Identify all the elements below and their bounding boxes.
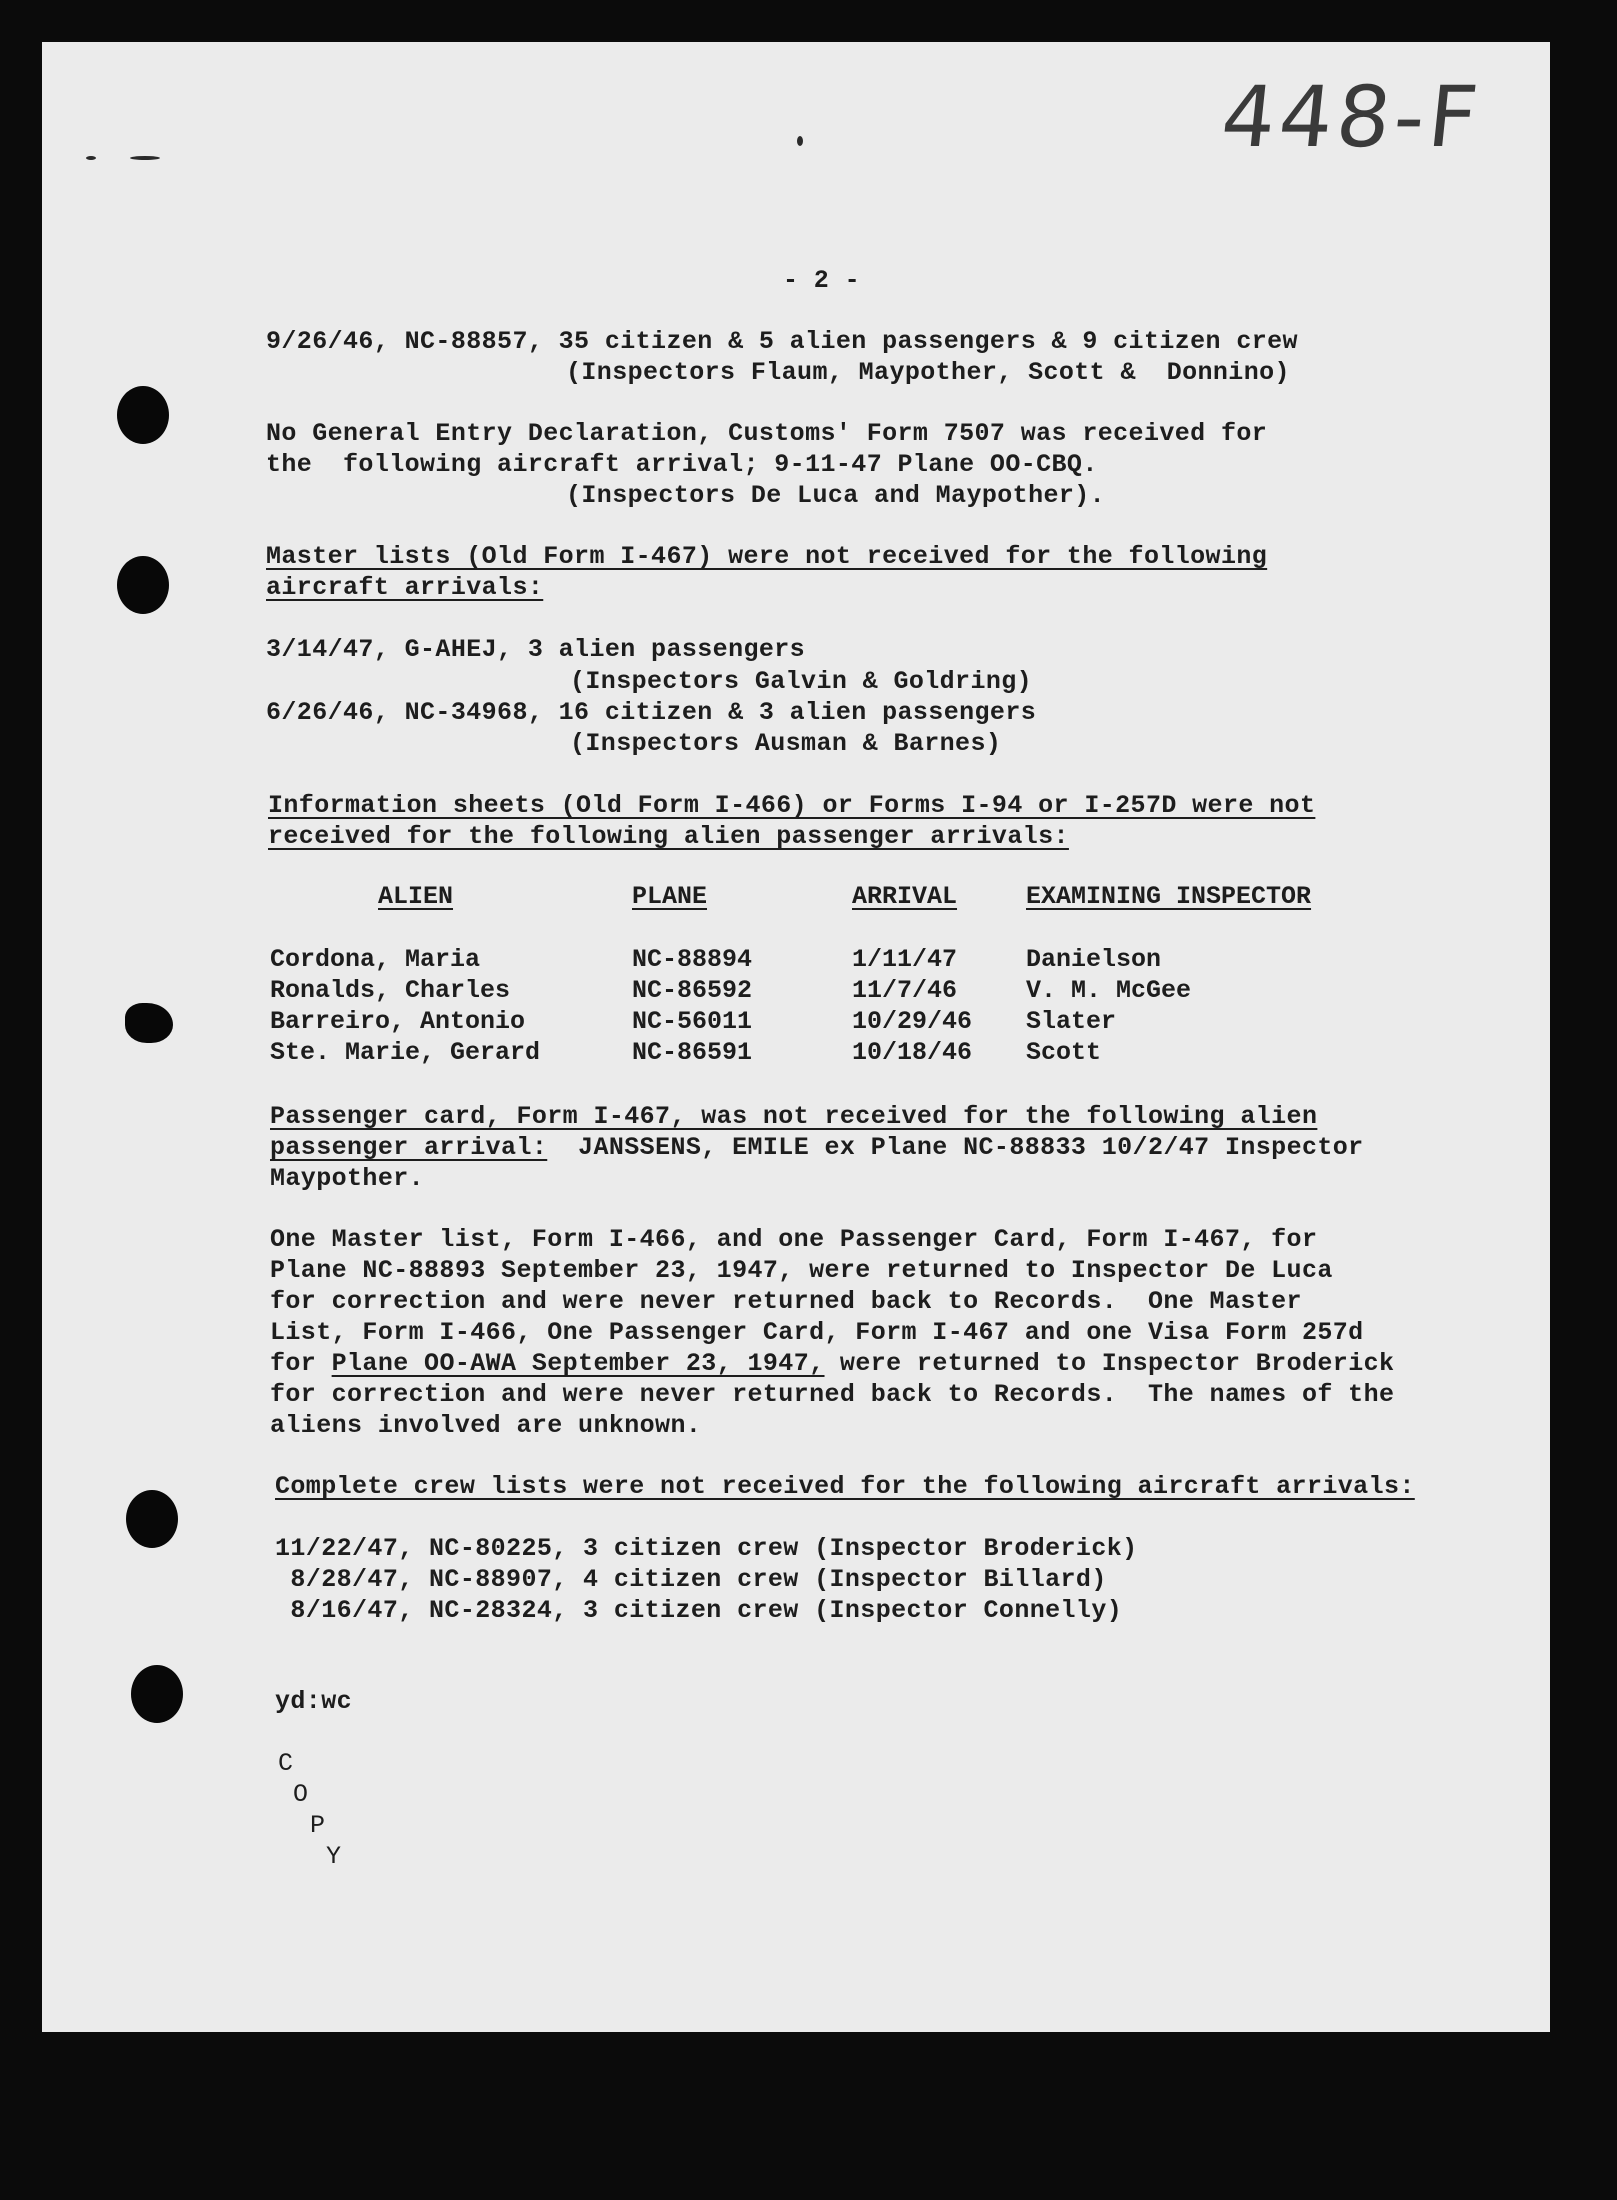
return-paragraph-line: for correction and were never returned back to Records. The names of the	[270, 1380, 1395, 1409]
punch-hole	[117, 556, 169, 614]
plane-number: NC-56011	[632, 1007, 753, 1036]
examining-inspector: Scott	[1026, 1038, 1102, 1067]
return-paragraph-line: aliens involved are unknown.	[270, 1411, 702, 1440]
master-list-entry: 3/14/47, G-AHEJ, 3 alien passengers	[266, 635, 806, 664]
return-paragraph-line: for correction and were never returned back to Records. One Master	[270, 1287, 1302, 1316]
plane-oo-awa-underlined: Plane OO-AWA September 23, 1947,	[331, 1349, 825, 1378]
master-lists-heading: Master lists (Old Form I-467) were not received for the following	[266, 542, 1268, 571]
copy-letter: P	[310, 1811, 326, 1840]
punch-hole	[131, 1665, 183, 1723]
passenger-card-heading: Passenger card, Form I-467, was not received for the following alien	[270, 1102, 1318, 1131]
crew-list-entry: 8/28/47, NC-88907, 4 citizen crew (Inspector Billard)	[275, 1565, 1107, 1594]
plane-number: NC-86591	[632, 1038, 753, 1067]
copy-letter: C	[278, 1749, 294, 1778]
return-suffix: were returned to Inspector Broderick	[824, 1349, 1395, 1378]
information-sheets-heading: Information sheets (Old Form I-466) or Forms I-94 or I-257D were not	[268, 791, 1316, 820]
general-entry-line: No General Entry Declaration, Customs' Form 7507 was received for	[266, 419, 1268, 448]
return-paragraph-line	[270, 1348, 1394, 1379]
intro-inspectors: (Inspectors Flaum, Maypother, Scott & Donnino)	[566, 358, 1290, 387]
plane-number: NC-86592	[632, 976, 753, 1005]
column-header-inspector: EXAMINING INSPECTOR	[1026, 882, 1312, 911]
copy-letter: O	[293, 1780, 309, 1809]
column-header-alien: ALIEN	[378, 882, 454, 911]
crew-lists-heading: Complete crew lists were not received for the following aircraft arrivals:	[275, 1472, 1415, 1501]
passenger-card-line	[270, 1132, 1364, 1163]
return-paragraph-line: One Master list, Form I-466, and one Passenger Card, Form I-467, for	[270, 1225, 1318, 1254]
arrival-date: 10/29/46	[852, 1007, 973, 1036]
return-paragraph-line: List, Form I-466, One Passenger Card, Form I-467 and one Visa Form 257d	[270, 1318, 1364, 1347]
ink-blot	[125, 1003, 173, 1043]
information-sheets-heading: received for the following alien passenger arrivals:	[268, 822, 1069, 851]
return-paragraph-line: Plane NC-88893 September 23, 1947, were returned to Inspector De Luca	[270, 1256, 1333, 1285]
master-list-entry: 6/26/46, NC-34968, 16 citizen & 3 alien passengers	[266, 698, 1037, 727]
scan-speck	[130, 156, 160, 160]
punch-hole	[126, 1490, 178, 1548]
intro-line: 9/26/46, NC-88857, 35 citizen & 5 alien passengers & 9 citizen crew	[266, 327, 1298, 356]
general-entry-line: the following aircraft arrival; 9-11-47 Plane OO-CBQ.	[266, 450, 1098, 479]
arrival-date: 10/18/46	[852, 1038, 973, 1067]
passenger-arrival-detail: JANSSENS, EMILE ex Plane NC-88833 10/2/47 Inspector	[547, 1133, 1364, 1162]
passenger-arrival-label: passenger arrival:	[270, 1133, 548, 1162]
passenger-card-line: Maypother.	[270, 1164, 425, 1193]
master-list-inspectors: (Inspectors Galvin & Goldring)	[570, 667, 1033, 696]
arrival-date: 1/11/47	[852, 945, 958, 974]
alien-name: Ste. Marie, Gerard	[270, 1038, 541, 1067]
master-list-inspectors: (Inspectors Ausman & Barnes)	[570, 729, 1002, 758]
crew-list-entry: 11/22/47, NC-80225, 3 citizen crew (Inspector Broderick)	[275, 1534, 1138, 1563]
typist-initials: yd:wc	[275, 1687, 353, 1716]
examining-inspector: Danielson	[1026, 945, 1162, 974]
examining-inspector: V. M. McGee	[1026, 976, 1192, 1005]
alien-name: Barreiro, Antonio	[270, 1007, 526, 1036]
handwritten-document-id: 448-F	[1216, 68, 1487, 166]
copy-letter: Y	[326, 1842, 342, 1871]
plane-number: NC-88894	[632, 945, 753, 974]
general-entry-inspectors: (Inspectors De Luca and Maypother).	[566, 481, 1106, 510]
examining-inspector: Slater	[1026, 1007, 1117, 1036]
scan-speck	[797, 136, 803, 146]
arrival-date: 11/7/46	[852, 976, 958, 1005]
alien-name: Cordona, Maria	[270, 945, 481, 974]
master-lists-heading: aircraft arrivals:	[266, 573, 544, 602]
crew-list-entry: 8/16/47, NC-28324, 3 citizen crew (Inspector Connelly)	[275, 1596, 1123, 1625]
column-header-plane: PLANE	[632, 882, 708, 911]
punch-hole	[117, 386, 169, 444]
column-header-arrival: ARRIVAL	[852, 882, 958, 911]
page-number: - 2 -	[783, 266, 861, 295]
alien-name: Ronalds, Charles	[270, 976, 511, 1005]
return-prefix: for	[270, 1349, 332, 1378]
scan-speck	[86, 156, 96, 160]
